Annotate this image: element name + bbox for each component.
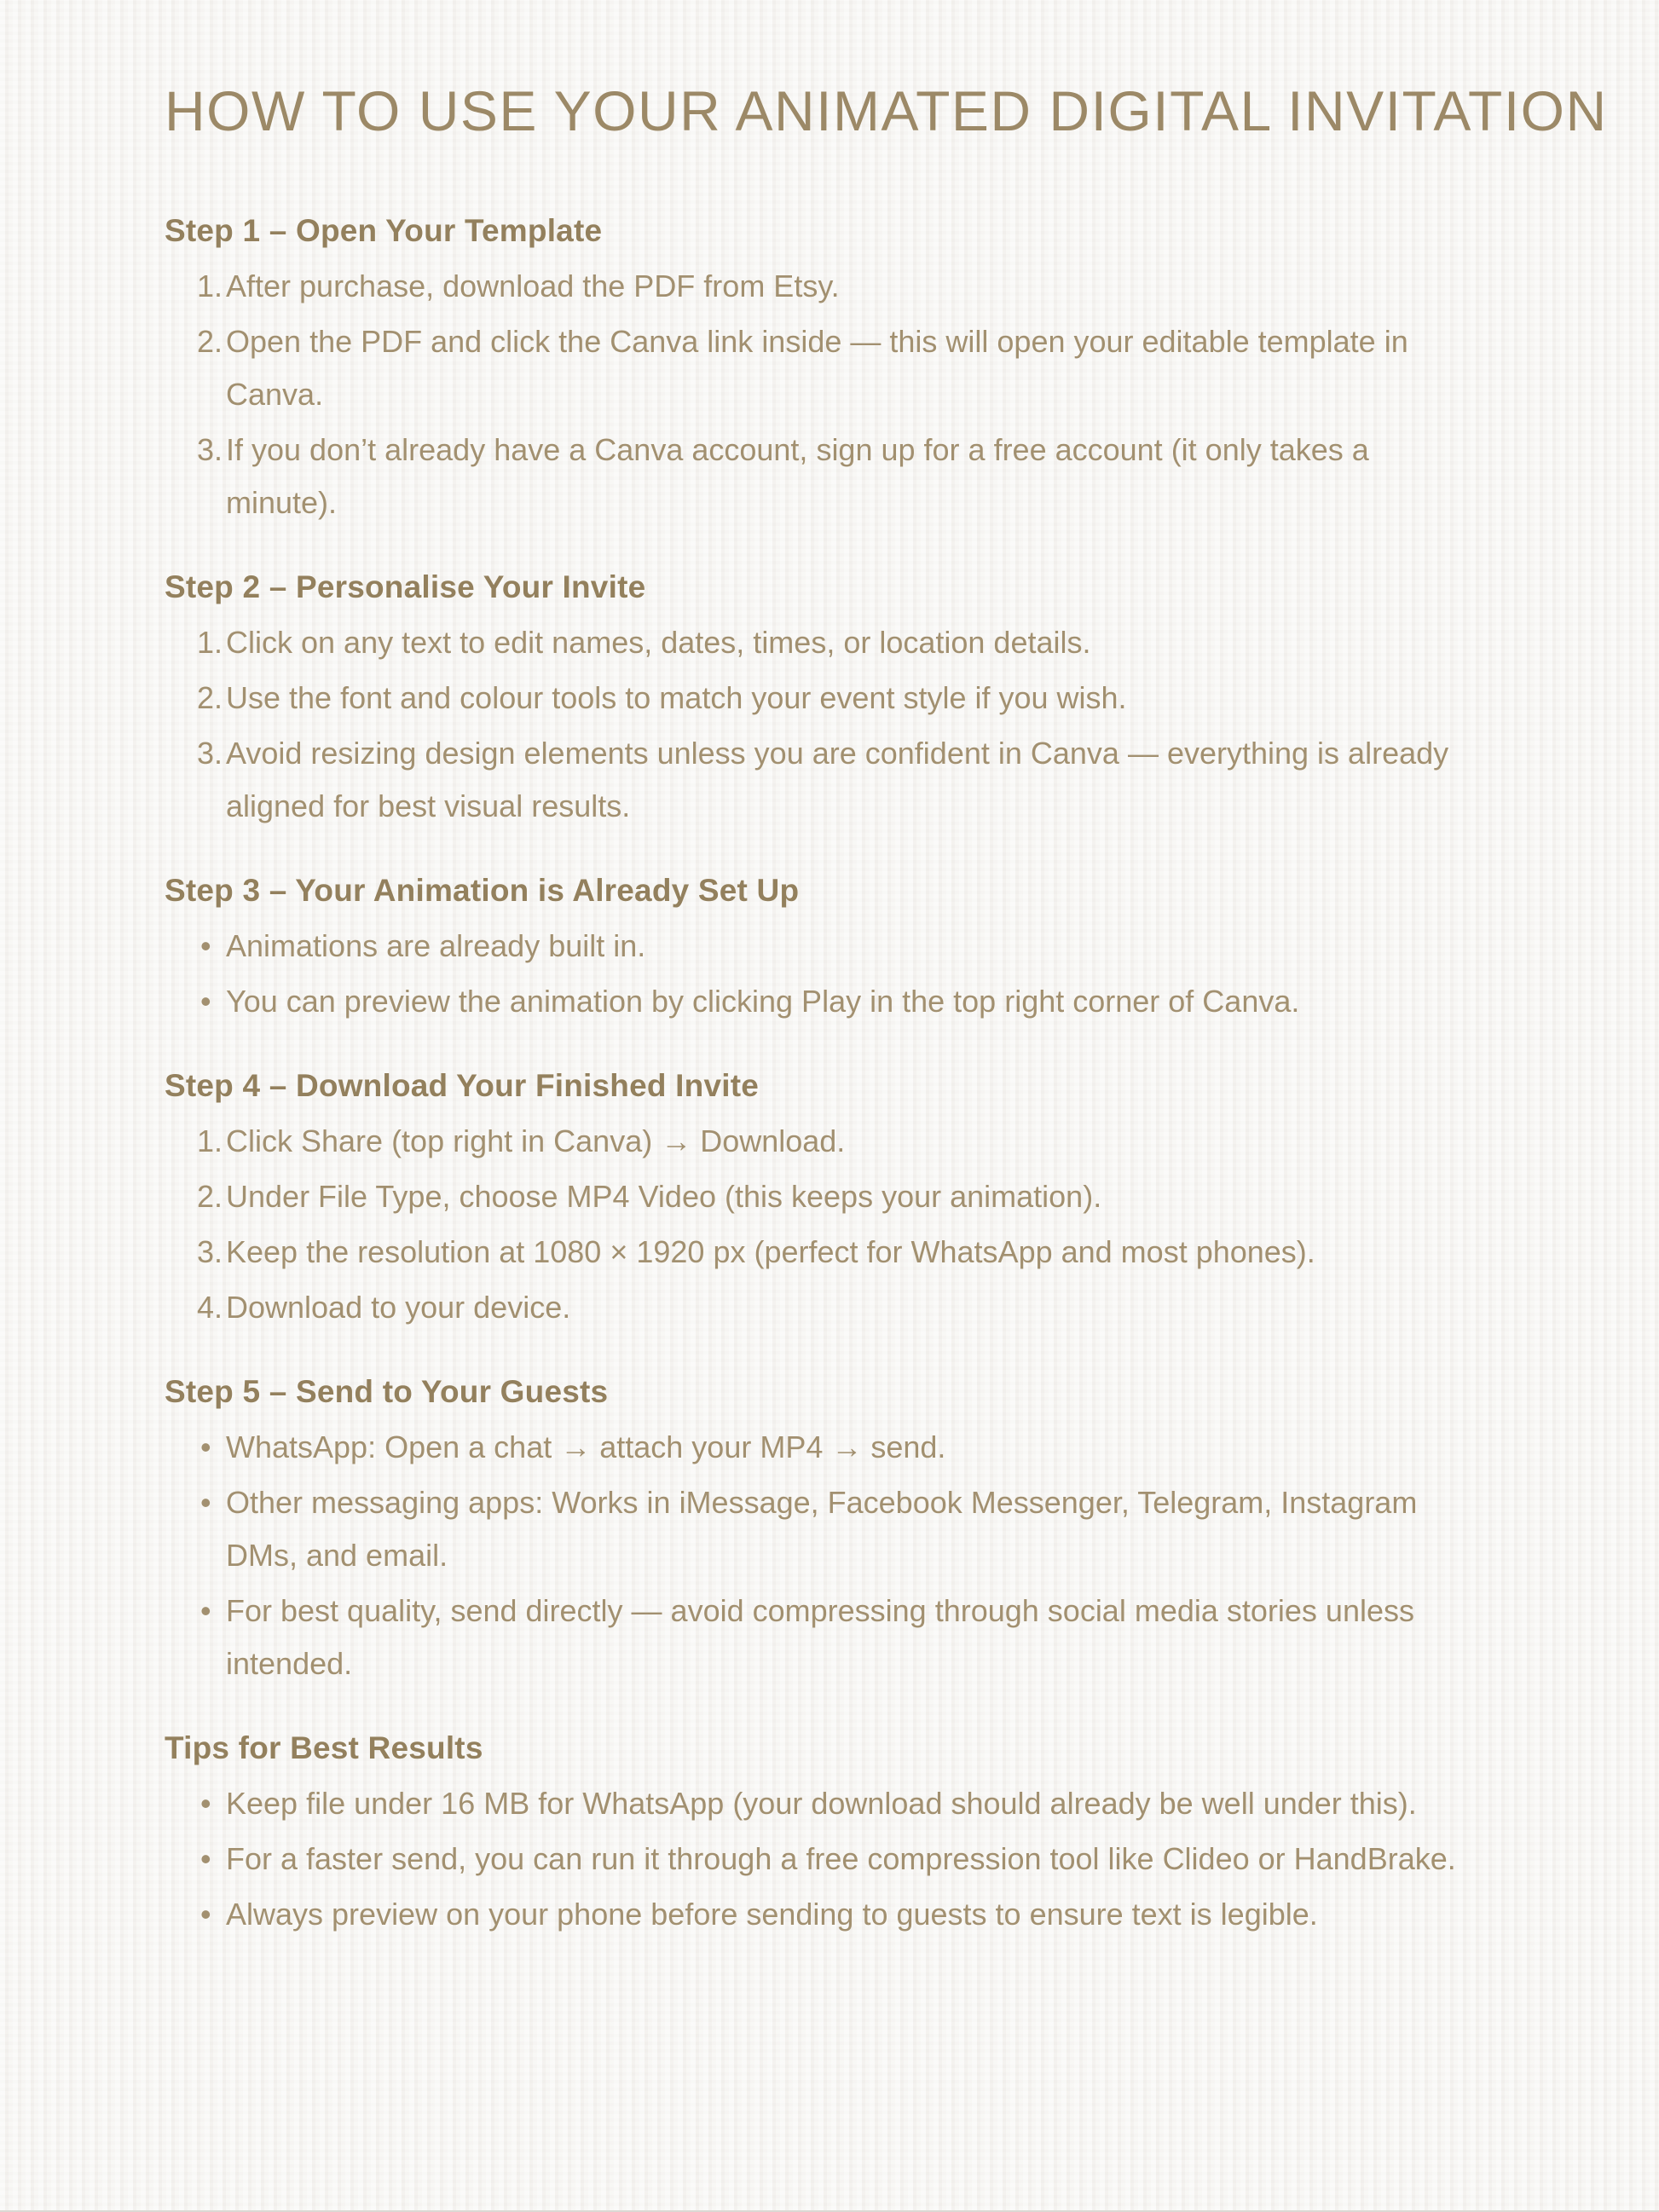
list-item: • Other messaging apps: Works in iMessage, Facebook Messenger, Telegram, Instagram DMs, and email. <box>165 1476 1469 1582</box>
section-heading: Step 4 – Download Your Finished Invite <box>165 1068 759 1103</box>
section-heading: Step 3 – Your Animation is Already Set Up <box>165 873 800 908</box>
section-heading: Step 2 – Personalise Your Invite <box>165 569 646 604</box>
section-heading: Step 5 – Send to Your Guests <box>165 1374 609 1409</box>
section <box>165 569 1531 833</box>
list-item: Keep the resolution at 1080 × 1920 px (perfect for WhatsApp and most phones). <box>226 1234 1315 1269</box>
list-item: Click on any text to edit names, dates, times, or location details. <box>226 625 1091 660</box>
section-heading: Tips for Best Results <box>165 1730 483 1765</box>
list-item: • Animations are already built in. <box>165 920 1469 973</box>
list-item: • For a faster send, you can run it through a free compression tool like Clideo or HandBrake. <box>165 1833 1469 1886</box>
section <box>165 873 1531 1028</box>
page-title: HOW TO USE YOUR ANIMATED DIGITAL INVITATION <box>165 79 1608 142</box>
section <box>165 1068 1531 1334</box>
list-item: • WhatsApp: Open a chat → attach your MP4 → send. <box>165 1421 1469 1474</box>
bulleted-list <box>165 1777 1469 1941</box>
list-item: Click Share (top right in Canva) → Download. <box>226 1123 846 1158</box>
list-item: Download to your device. <box>226 1290 571 1325</box>
bulleted-list <box>165 920 1469 1028</box>
list-item: After purchase, download the PDF from Etsy. <box>226 269 840 303</box>
list-item: If you don’t already have a Canva account, sign up for a free account (it only takes a minute). <box>226 432 1369 520</box>
list-item: Use the font and colour tools to match your event style if you wish. <box>226 680 1127 715</box>
list-item: Under File Type, choose MP4 Video (this keeps your animation). <box>226 1179 1102 1214</box>
numbered-list <box>165 260 1469 529</box>
list-item: • You can preview the animation by clicking Play in the top right corner of Canva. <box>165 975 1469 1028</box>
bulleted-list <box>165 1421 1469 1690</box>
section <box>165 213 1531 529</box>
sections-container <box>165 213 1531 1941</box>
list-item: • Keep file under 16 MB for WhatsApp (your download should already be well under this). <box>165 1777 1469 1830</box>
numbered-list <box>165 1115 1469 1334</box>
list-item: Avoid resizing design elements unless you are confident in Canva — everything is already aligned for best visual results. <box>226 736 1449 823</box>
section <box>165 1374 1531 1690</box>
section-heading: Step 1 – Open Your Template <box>165 213 603 248</box>
list-item: • Always preview on your phone before sending to guests to ensure text is legible. <box>165 1888 1469 1941</box>
numbered-list <box>165 616 1469 833</box>
section <box>165 1730 1531 1941</box>
list-item: • For best quality, send directly — avoid compressing through social media stories unless intended. <box>165 1585 1469 1690</box>
list-item: Open the PDF and click the Canva link inside — this will open your editable template in Canva. <box>226 324 1408 412</box>
